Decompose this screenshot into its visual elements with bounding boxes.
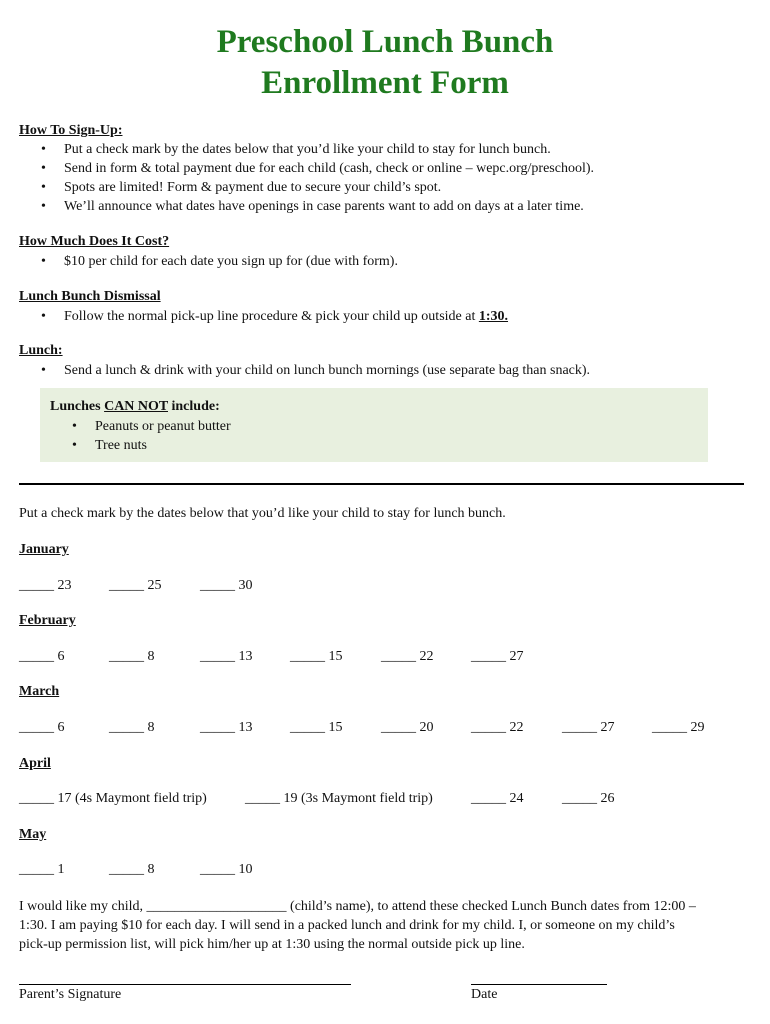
date-checkbox[interactable]: _____ 13 <box>200 649 253 664</box>
list-item: • Send in form & total payment due for each child (cash, check or online – wepc.org/preschool). <box>19 159 594 178</box>
date-checkbox[interactable]: _____ 10 <box>200 862 253 877</box>
date-checkbox[interactable]: _____ 17 (4s Maymont field trip) <box>19 791 207 806</box>
list-item <box>19 307 508 326</box>
restrictions-box <box>40 388 708 462</box>
list-item: • Send a lunch & drink with your child on lunch bunch mornings (use separate bag than snack). <box>19 361 590 380</box>
date-checkbox[interactable]: _____ 13 <box>200 720 253 735</box>
date-checkbox[interactable]: _____ 1 <box>19 862 65 877</box>
date-signature-line[interactable] <box>471 984 607 985</box>
cost-list <box>19 252 398 271</box>
dismissal-list <box>19 307 508 326</box>
date-checkbox[interactable]: _____ 23 <box>19 578 72 593</box>
date-checkbox[interactable]: _____ 26 <box>562 791 615 806</box>
date-checkbox[interactable]: _____ 20 <box>381 720 434 735</box>
date-checkbox[interactable]: _____ 8 <box>109 720 155 735</box>
date-checkbox[interactable]: _____ 6 <box>19 720 65 735</box>
dismissal-heading: Lunch Bunch Dismissal <box>19 289 161 304</box>
lunch-heading: Lunch: <box>19 343 63 358</box>
date-checkbox[interactable]: _____ 8 <box>109 649 155 664</box>
list-item: • Peanuts or peanut butter <box>50 417 231 436</box>
date-checkbox[interactable]: _____ 19 (3s Maymont field trip) <box>245 791 433 806</box>
date-checkbox[interactable]: _____ 8 <box>109 862 155 877</box>
dismissal-time: 1:30. <box>478 309 509 324</box>
agreement-line: pick-up permission list, will pick him/her up at 1:30 using the normal outside pick up line. <box>19 937 525 952</box>
restrictions-heading-emph: CAN NOT <box>104 399 168 414</box>
restrictions-heading-prefix: Lunches <box>50 399 105 414</box>
month-april: April <box>19 756 51 771</box>
month-february: February <box>19 613 76 628</box>
parent-signature-label: Parent’s Signature <box>19 987 122 1002</box>
month-may: May <box>19 827 47 842</box>
parent-signature-line[interactable] <box>19 984 351 985</box>
date-checkbox[interactable]: _____ 22 <box>471 720 524 735</box>
page-title <box>0 22 770 104</box>
date-signature-label: Date <box>471 987 498 1002</box>
month-january: January <box>19 542 69 557</box>
date-checkbox[interactable]: _____ 15 <box>290 720 343 735</box>
signup-heading: How To Sign-Up: <box>19 123 123 138</box>
dismissal-text: Follow the normal pick-up line procedure & pick your child up outside at <box>64 309 479 324</box>
date-checkbox[interactable]: _____ 15 <box>290 649 343 664</box>
agreement-paragraph <box>19 897 754 954</box>
date-checkbox[interactable]: _____ 27 <box>471 649 524 664</box>
date-checkbox[interactable]: _____ 6 <box>19 649 65 664</box>
list-item: • Tree nuts <box>50 436 231 455</box>
date-checkbox[interactable]: _____ 29 <box>652 720 705 735</box>
date-checkbox[interactable]: _____ 27 <box>562 720 615 735</box>
date-checkbox[interactable]: _____ 25 <box>109 578 162 593</box>
restrictions-heading <box>50 398 220 416</box>
agreement-line: 1:30. I am paying $10 for each day. I will send in a packed lunch and drink for my child. I, or someone on my child’s <box>19 918 675 933</box>
date-checkbox[interactable]: _____ 22 <box>381 649 434 664</box>
agreement-line: I would like my child, ____________________ (child’s name), to attend these checked Lunch Bunch dates from 12:00 – <box>19 899 696 914</box>
restrictions-heading-suffix: include: <box>168 399 220 414</box>
list-item: • Spots are limited! Form & payment due to secure your child’s spot. <box>19 178 594 197</box>
list-item: • Put a check mark by the dates below that you’d like your child to stay for lunch bunch. <box>19 140 594 159</box>
instruction-text: Put a check mark by the dates below that you’d like your child to stay for lunch bunch. <box>19 506 506 521</box>
list-item: • $10 per child for each date you sign up for (due with form). <box>19 252 398 271</box>
date-checkbox[interactable]: _____ 30 <box>200 578 253 593</box>
title-line-1: Preschool Lunch Bunch <box>216 24 554 60</box>
restrictions-list <box>50 417 231 455</box>
title-line-2: Enrollment Form <box>261 65 509 101</box>
cost-heading: How Much Does It Cost? <box>19 234 170 249</box>
section-divider <box>19 483 744 485</box>
list-item: • We’ll announce what dates have openings in case parents want to add on days at a later time. <box>19 197 594 216</box>
date-checkbox[interactable]: _____ 24 <box>471 791 524 806</box>
lunch-list <box>19 361 590 380</box>
signup-list <box>19 140 594 216</box>
month-march: March <box>19 684 60 699</box>
